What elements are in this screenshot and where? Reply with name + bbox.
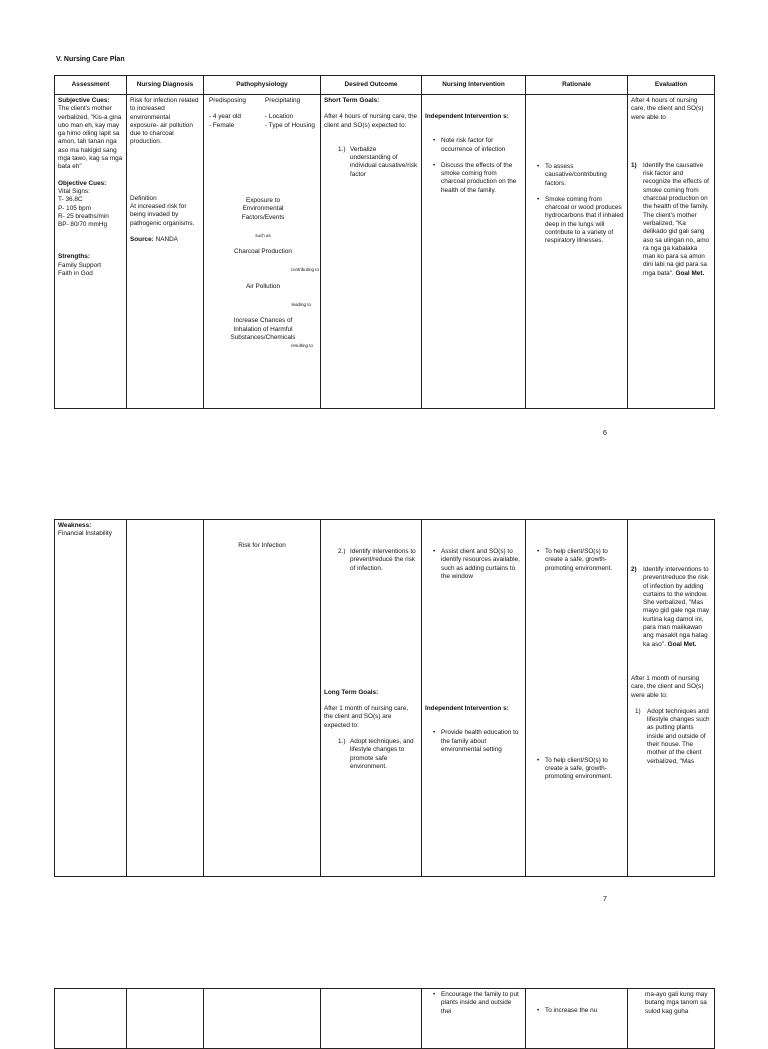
evaluation-item-text: ma-ayo gali kung may butang mga tanom sa sulod kag guha xyxy=(645,991,708,1015)
evaluation-cell xyxy=(628,95,715,409)
evaluation-cell xyxy=(628,989,715,1049)
definition-label: Definition xyxy=(130,194,157,202)
long-term-goals-label: Long Term Goals: xyxy=(324,688,379,696)
diagnosis-text: Risk for infection related to increased environmental exposure- air pollution due to charcoal production. xyxy=(130,97,199,146)
outcome-item-number: 1.) xyxy=(338,145,346,153)
outcome-item-number: 2.) xyxy=(338,548,346,555)
care-plan-table-page-8 xyxy=(54,988,715,1049)
weakness-text: Financial Instability xyxy=(58,530,112,538)
definition-text: At increased risk for being invaded by pathogenic organisms. xyxy=(130,203,195,227)
pathophysiology-cell xyxy=(204,95,321,409)
flow-charcoal-production: Charcoal Production xyxy=(234,248,292,256)
vital-pulse: P- 105 bpm xyxy=(58,204,92,212)
rationale-cell: • To assess causative/contributing factors. • Smoke coming from charcoal or wood produces hydrocarbons that if inhaled deep in the lungs will contribute to a variety of respiratory illnesses. xyxy=(526,95,628,409)
subjective-cues-text: The client's mother verbalized, "Kis-a gina ubo man eh, kay may ga himo oiling lapit sa amon, tah tanan nga aso ma hakigid sang mga tawo, kag sa mga bata eh" xyxy=(58,105,123,171)
assessment-cell xyxy=(55,520,127,877)
pathophysiology-cell xyxy=(204,989,321,1049)
outcome-item-text: Identify interventions to prevent/reduce the risk of infection. xyxy=(350,548,416,572)
header-evaluation: Evaluation xyxy=(628,76,715,95)
independent-interventions-label: Independent Intervention s: xyxy=(425,705,509,713)
flow-exposure: Exposure to Environmental Factors/Events xyxy=(241,197,285,221)
flow-increase-chances: Increase Chances of Inhalation of Harmful Substances/Chemicals xyxy=(230,317,296,341)
pathophysiology-cell xyxy=(204,520,321,877)
rationale-item: Smoke coming from charcoal or wood produces hydrocarbons that if inhaled deep in the lungs will contribute to a variety of respiratory illnesses. xyxy=(545,195,624,245)
desired-outcome-cell xyxy=(321,520,422,877)
header-assessment: Assessment xyxy=(55,76,127,95)
diagnosis-cell xyxy=(127,989,204,1049)
evaluation-cell xyxy=(628,520,715,877)
outcome-item-text: Adopt techniques, and lifestyle changes to promote safe environment. xyxy=(350,738,414,770)
flow-connector-leading: leading to xyxy=(291,302,311,308)
flow-connector-such-as: such as xyxy=(255,232,271,238)
source-label: Source: xyxy=(130,235,154,243)
evaluation-item-text: Adopt techniques and lifestyle changes such as putting plants inside and outside of their house. The mother of the client verbalized, "Mas xyxy=(647,707,710,765)
precipitating-item: - Location xyxy=(265,113,294,121)
subjective-cues-label: Subjective Cues: xyxy=(58,97,110,104)
precipitating-item: - Type of Housing xyxy=(265,121,315,129)
predisposing-label: Predisposing xyxy=(209,97,246,104)
rationale-item: To help client/SO(s) to create a safe, growth-promoting environment. xyxy=(545,756,613,781)
strength-item: Family Support xyxy=(58,261,101,269)
intervention-item: Discuss the effects of the smoke coming from charcoal production on the health of the family. xyxy=(441,161,517,194)
evaluation-intro: After 4 hours of nursing care, the client and SO(s) were able to xyxy=(631,97,704,121)
outcome-item-number: 1.) xyxy=(338,738,346,746)
vital-signs-label: Vital Signs: xyxy=(58,187,90,195)
assessment-cell xyxy=(55,95,127,409)
source-text: NANDA xyxy=(155,235,178,243)
strength-item: Faith in God xyxy=(58,270,93,278)
flow-air-pollution: Air Pollution xyxy=(245,282,281,290)
assessment-cell xyxy=(55,989,127,1049)
objective-cues-label: Objective Cues: xyxy=(58,179,107,187)
care-plan-table-page-7 xyxy=(54,519,715,877)
short-term-goals-label: Short Term Goals: xyxy=(324,97,380,104)
flow-connector-resulting: resulting to xyxy=(290,343,313,349)
intervention-item: Assist client and SO(s) to identify resources available, such as adding curtains to the window xyxy=(441,548,520,580)
header-nursing-diagnosis: Nursing Diagnosis xyxy=(127,76,204,95)
nursing-intervention-cell: • Assist client and SO(s) to identify resources available, such as adding curtains to the window Independent Intervention s: • Provide health education to the family about environmental setting xyxy=(422,520,526,877)
evaluation-item-number: 1) xyxy=(631,161,637,169)
table-row xyxy=(55,95,715,409)
rationale-item: To assess causative/contributing factors. xyxy=(545,163,607,187)
risk-for-infection-label: Risk for Infection xyxy=(238,542,286,549)
page-number: 7 xyxy=(603,896,607,903)
table-header-row xyxy=(55,76,715,95)
header-nursing-intervention: Nursing Intervention xyxy=(422,76,526,95)
precipitating-label: Precipitating xyxy=(265,97,301,104)
rationale-item: To increase the nu xyxy=(545,1007,598,1014)
rationale-cell: • To help client/SO(s) to create a safe, growth-promoting environment. • To help client/SO(s) to create a safe, growth-promoting environment. xyxy=(526,520,628,877)
predisposing-item: - 4 year old xyxy=(209,113,241,121)
long-term-intro: After 1 month of nursing care, the client and SO(s) are expected to: xyxy=(324,705,409,729)
evaluation-item-number: 1) xyxy=(635,707,641,715)
intervention-item: Encourage the family to put plants inside and outside thei xyxy=(441,991,519,1015)
header-pathophysiology: Pathophysiology xyxy=(204,76,321,95)
rationale-cell: • To increase the nu xyxy=(526,989,628,1049)
nursing-intervention-cell: Independent Intervention s: • Note risk factor for occurrence of infection • Discuss the effects of the smoke coming from charcoal production on the health of the family. xyxy=(422,95,526,409)
goal-met-label: Goal Met. xyxy=(667,640,697,648)
table-row xyxy=(55,520,715,877)
vital-temperature: T- 36.8C xyxy=(58,196,83,204)
evaluation-item-text: Identify interventions to prevent/reduce the risk of infection by adding curtains to the window. She verbalized, "Mas mayo gid gale nga may kurtina kag damol ini, para man maiikawan ang masakit nga hatag ka aso". Goal Met. xyxy=(643,566,710,648)
nursing-intervention-cell: • Encourage the family to put plants inside and outside thei xyxy=(422,989,526,1049)
header-rationale: Rationale xyxy=(526,76,628,95)
rationale-item: To help client/SO(s) to create a safe, growth-promoting environment. xyxy=(545,548,613,572)
strengths-label: Strengths: xyxy=(58,253,90,261)
desired-outcome-cell xyxy=(321,989,422,1049)
intervention-item: Provide health education to the family about environmental setting xyxy=(441,729,519,754)
header-desired-outcome: Desired Outcome xyxy=(321,76,422,95)
outcome-item-text: Verbalize understanding of individual causative/risk factor xyxy=(350,145,418,178)
table-row xyxy=(55,989,715,1049)
desired-outcome-cell xyxy=(321,95,422,409)
evaluation-item-number: 2) xyxy=(631,566,637,573)
weakness-label: Weakness: xyxy=(58,522,92,529)
page-heading: V. Nursing Care Plan xyxy=(56,56,125,63)
care-plan-table-page-6 xyxy=(54,75,715,409)
vital-respiration: R- 25 breaths/min xyxy=(58,212,109,220)
predisposing-item: - Female xyxy=(209,121,235,129)
flow-connector-contributing: contributing to xyxy=(290,267,319,273)
evaluation-item-text: Identify the causative risk factor and recognize the effects of smoke coming from charcoal production on the health of the family. The client's mother verbalized, "Ka delikado gid gali sang aso sa ulingan no, amo ra nga ga kabalaka man ko para sa amon dini labi na gid para sa mga bata". Goal Met. xyxy=(643,161,710,277)
independent-interventions-label: Independent Intervention s: xyxy=(425,113,509,120)
goal-met-label: Goal Met. xyxy=(675,269,705,277)
short-term-intro: After 4 hours of nursing care, the client and SO(s) expected to: xyxy=(324,113,418,129)
vital-blood-pressure: BP- 80/70 mmHg xyxy=(58,221,108,229)
diagnosis-cell xyxy=(127,95,204,409)
evaluation-lt-intro: After 1 month of nursing care, the client and SO(s) were able to: xyxy=(631,674,704,699)
page-number: 6 xyxy=(603,430,607,437)
intervention-item: Note risk factor for occurrence of infection xyxy=(441,137,506,153)
diagnosis-cell xyxy=(127,520,204,877)
